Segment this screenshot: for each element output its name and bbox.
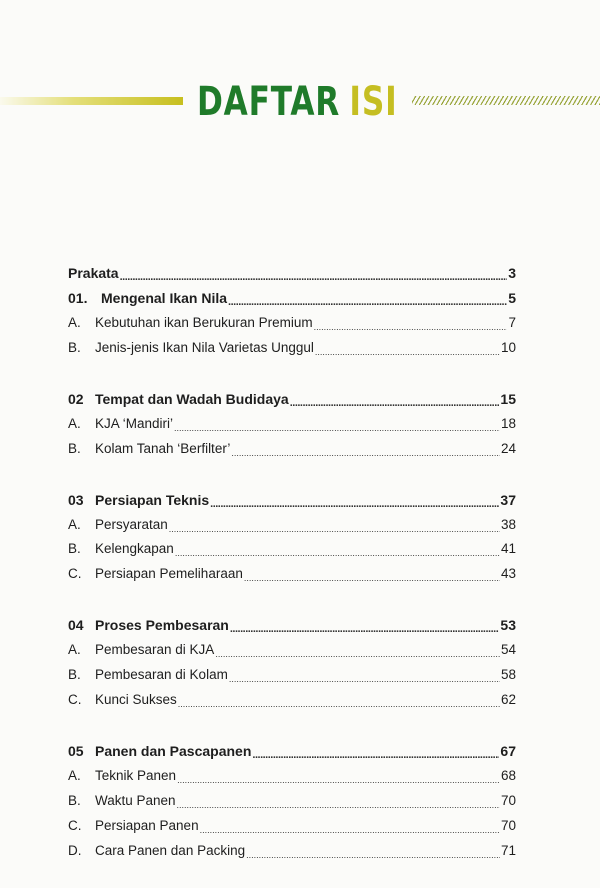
dot-leader	[315, 339, 500, 357]
toc-page: 70	[500, 818, 516, 833]
dot-leader	[314, 314, 508, 332]
dot-leader	[246, 842, 500, 860]
toc-entry-01-a[interactable]	[68, 312, 516, 332]
toc-letter: B.	[68, 441, 81, 456]
toc-label: Cara Panen dan Packing	[95, 843, 246, 858]
toc-page: 62	[500, 692, 516, 707]
toc-letter: A.	[68, 642, 81, 657]
toc-entry-04-c[interactable]	[68, 689, 516, 709]
toc-label: Persiapan Panen	[95, 818, 199, 833]
toc-page: 18	[500, 416, 516, 431]
toc-label: Kunci Sukses	[95, 692, 177, 707]
toc-label: Tempat dan Wadah Budidaya	[95, 391, 289, 407]
toc-entry-03-c[interactable]	[68, 563, 516, 583]
toc-entry-04-b[interactable]	[68, 664, 516, 684]
toc-letter: A.	[68, 416, 81, 431]
toc-label: Waktu Panen	[95, 793, 176, 808]
right-hatched-bar	[412, 96, 600, 105]
dot-leader	[215, 641, 500, 659]
toc-entry-chapter-03[interactable]	[68, 489, 516, 509]
toc-number: 01.	[68, 290, 88, 306]
toc-label: Pembesaran di KJA	[95, 642, 215, 657]
toc-label: Persyaratan	[95, 517, 168, 532]
toc-letter: C.	[68, 818, 82, 833]
toc-entry-chapter-04[interactable]	[68, 614, 516, 634]
toc-page: 3	[508, 265, 516, 281]
toc-page: 10	[500, 340, 516, 355]
dot-leader	[290, 390, 500, 408]
dot-leader	[169, 516, 500, 534]
toc-page: 7	[508, 315, 516, 330]
toc-letter: C.	[68, 566, 82, 581]
toc-label: Proses Pembesaran	[95, 617, 229, 633]
dot-leader	[175, 540, 500, 558]
dot-leader	[177, 767, 500, 785]
toc-entry-04-a[interactable]	[68, 639, 516, 659]
toc-letter: D.	[68, 843, 82, 858]
toc-page: 43	[500, 566, 516, 581]
dot-leader	[174, 415, 500, 433]
toc-letter: C.	[68, 692, 82, 707]
toc-page: 15	[500, 391, 516, 407]
toc-entry-chapter-02[interactable]	[68, 388, 516, 408]
toc-entry-chapter-01[interactable]	[68, 287, 516, 307]
toc-label: Jenis-jenis Ikan Nila Varietas Unggul	[95, 340, 314, 355]
toc-label: Teknik Panen	[95, 768, 177, 783]
dot-leader	[178, 691, 500, 709]
toc-label: KJA ‘Mandiri’	[95, 416, 174, 431]
toc-label: Pembesaran di Kolam	[95, 667, 228, 682]
title-word-2: ISI	[349, 79, 398, 125]
toc-entry-chapter-05[interactable]	[68, 740, 516, 760]
toc-number: 04	[68, 617, 84, 633]
dot-leader	[244, 565, 500, 583]
dot-leader	[200, 817, 500, 835]
toc-letter: B.	[68, 541, 81, 556]
dot-leader	[177, 792, 500, 810]
toc-page: 41	[500, 541, 516, 556]
dot-leader	[252, 742, 499, 760]
toc-letter: A.	[68, 768, 81, 783]
toc-page: 5	[508, 290, 516, 306]
page-title	[197, 80, 397, 124]
toc-label: Kelengkapan	[95, 541, 174, 556]
toc-page: 70	[500, 793, 516, 808]
toc-label: Mengenal Ikan Nila	[101, 290, 228, 306]
left-gradient-bar	[0, 97, 183, 105]
toc-page: 37	[500, 492, 516, 508]
toc-label: Kebutuhan ikan Berukuran Premium	[95, 315, 313, 330]
toc-number: 05	[68, 743, 84, 759]
dot-leader	[210, 491, 499, 509]
toc-label: Prakata	[68, 265, 119, 281]
dot-leader	[228, 289, 507, 307]
dot-leader	[231, 440, 500, 458]
toc-label: Panen dan Pascapanen	[95, 743, 252, 759]
toc-entry-05-d[interactable]	[68, 840, 516, 860]
toc-page: 54	[500, 642, 516, 657]
toc-entry-05-a[interactable]	[68, 765, 516, 785]
toc-entry-prakata[interactable]	[68, 262, 516, 282]
toc-page: 58	[500, 667, 516, 682]
toc-page: 53	[500, 617, 516, 633]
toc-number: 02	[68, 391, 84, 407]
dot-leader	[229, 666, 500, 684]
toc-label: Persiapan Pemeliharaan	[95, 566, 243, 581]
toc-page: 38	[500, 517, 516, 532]
toc-page: 71	[500, 843, 516, 858]
toc-entry-03-b[interactable]	[68, 538, 516, 558]
toc-page: 67	[500, 743, 516, 759]
toc-label: Kolam Tanah ‘Berfilter’	[95, 441, 231, 456]
toc-letter: A.	[68, 517, 81, 532]
dot-leader	[230, 616, 500, 634]
title-word-1: DAFTAR	[197, 79, 341, 125]
toc-letter: B.	[68, 667, 81, 682]
toc-page: 68	[500, 768, 516, 783]
toc-entry-02-b[interactable]	[68, 438, 516, 458]
title-banner	[0, 80, 600, 124]
toc-page: 24	[500, 441, 516, 456]
toc-entry-03-a[interactable]	[68, 514, 516, 534]
dot-leader	[120, 264, 508, 282]
toc-label: Persiapan Teknis	[95, 492, 210, 508]
toc-number: 03	[68, 492, 84, 508]
toc-entry-01-b[interactable]	[68, 337, 516, 357]
toc-letter: B.	[68, 340, 81, 355]
toc-entry-05-c[interactable]	[68, 815, 516, 835]
toc-entry-05-b[interactable]	[68, 790, 516, 810]
toc-letter: A.	[68, 315, 81, 330]
toc-entry-02-a[interactable]	[68, 413, 516, 433]
toc-letter: B.	[68, 793, 81, 808]
